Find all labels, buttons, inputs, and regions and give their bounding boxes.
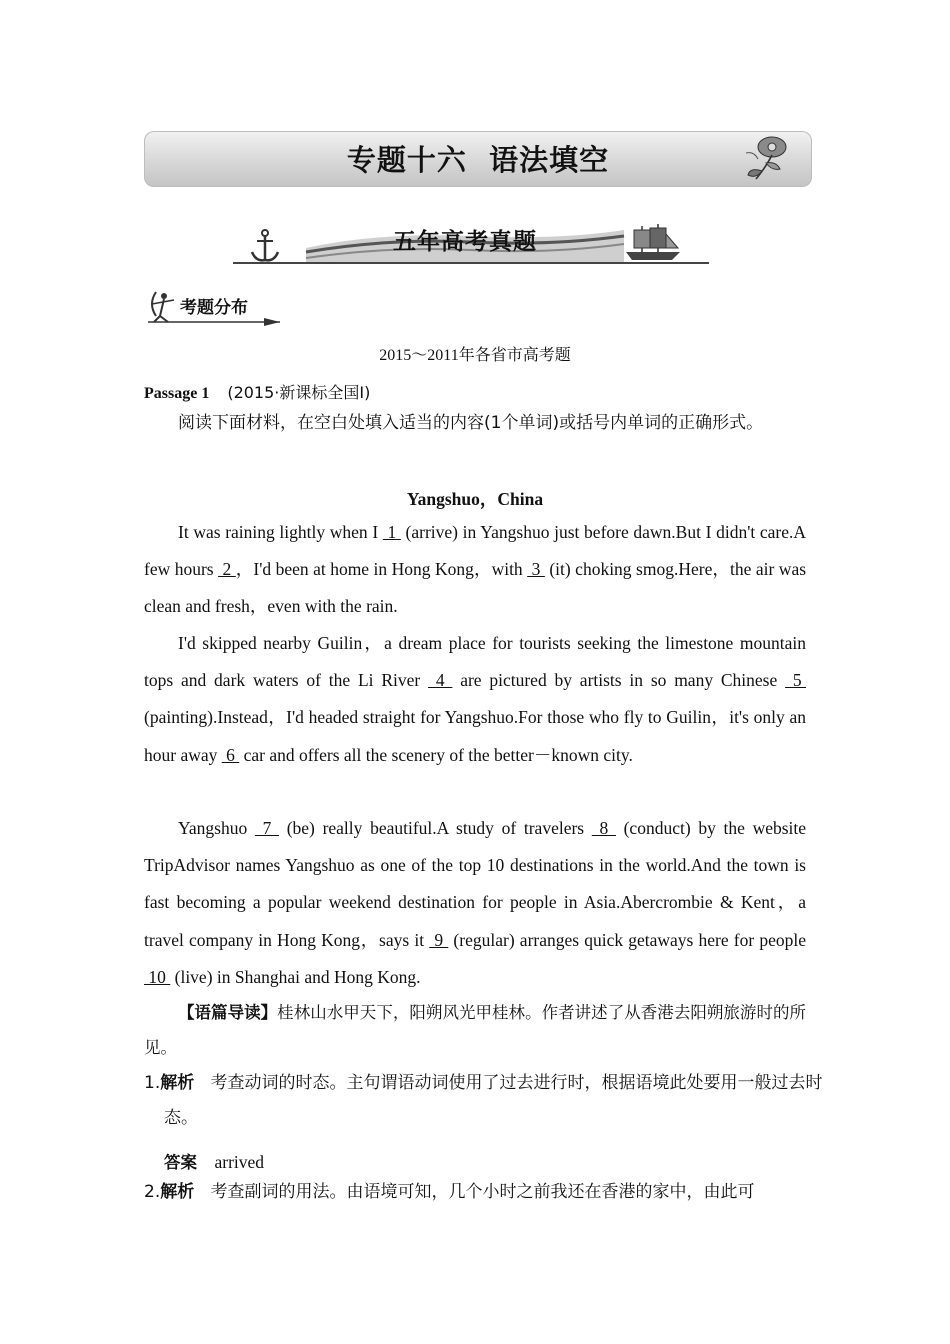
blank-5: 5 <box>785 670 806 691</box>
passage-paragraph-1: It was raining lightly when I 1 (arrive) in Yangshuo just before dawn.But I didn't care.A few hours 2 ，I'd been at home in Hong Kong，with 3 (it) choking smog.Here，the air was clean and fresh，even with the rain. <box>144 522 807 617</box>
guide-text: 桂林山水甲天下，阳朔风光甲桂林。作者讲述了从香港去阳朔旅游时的所见。 <box>144 1003 807 1057</box>
exam-years-subtitle: 2015～2011年各省市高考题 <box>379 347 571 364</box>
blank-8: 8 <box>591 818 616 838</box>
passage-paragraph-2: I'd skipped nearby Guilin，a dream place for tourists seeking the limestone mountain tops and dark waters of the Li River 4 are pictured by artists in so many Chinese 5 (painting).Instead，I'd headed straight for Yangshuo.For those who fly to Guilin，it's only an hour away 6 car and offers all the scenery of the better－known city. <box>144 633 806 765</box>
passage-paragraph-3: Yangshuo 7 (be) really beautiful.A study of travelers 8 (conduct) by the website TripAdvisor names Yangshuo as one of the top 10 destinations in the world.And the town is fast becoming a popular weekend destination for people in Asia.Abercrombie & Kent，a travel company in Hong Kong，says it 9 (regular) arranges quick getaways here for people 10 (live) in Shanghai and Hong Kong. <box>144 818 807 987</box>
passage-label: Passage 1 <box>144 385 210 402</box>
passage-source: (2015·新课标全国Ⅰ) <box>227 383 371 402</box>
answer-item-1: 1.解析 考查动词的时态。主句谓语动词使用了过去进行时，根据语境此处要用一般过去时态。 <box>144 1073 823 1128</box>
passage-title: Yangshuo，China <box>406 489 544 509</box>
blank-4: 4 <box>428 670 453 691</box>
blank-6: 6 <box>221 744 240 765</box>
blank-2: 2 <box>218 559 236 580</box>
answer-1-key: 答案 arrived <box>164 1152 265 1172</box>
section-title: 五年高考真题 <box>393 229 537 255</box>
answer-item-2: 2.解析 考查副词的用法。由语境可知，几个小时之前我还在香港的家中，由此可 <box>144 1182 755 1202</box>
blank-10: 10 <box>144 966 171 987</box>
chapter-title: 专题十六 语法填空 <box>346 143 610 177</box>
blank-3: 3 <box>527 559 545 580</box>
blank-1: 1 <box>382 522 401 542</box>
flower-icon <box>742 133 792 185</box>
guide-label: 【语篇导读】 <box>178 1003 278 1022</box>
instruction-text: 阅读下面材料，在空白处填入适当的内容(1个单词)或括号内单词的正确形式。 <box>178 413 764 433</box>
blank-7: 7 <box>254 818 280 838</box>
blank-9: 9 <box>429 929 449 950</box>
passage-header <box>144 380 370 403</box>
topic-distribution-label: 考题分布 <box>180 298 248 318</box>
anchor-icon <box>248 228 282 264</box>
answer-1-value: arrived <box>214 1152 265 1172</box>
sailing-ship-icon <box>622 222 684 264</box>
passage-guide <box>144 995 806 1065</box>
